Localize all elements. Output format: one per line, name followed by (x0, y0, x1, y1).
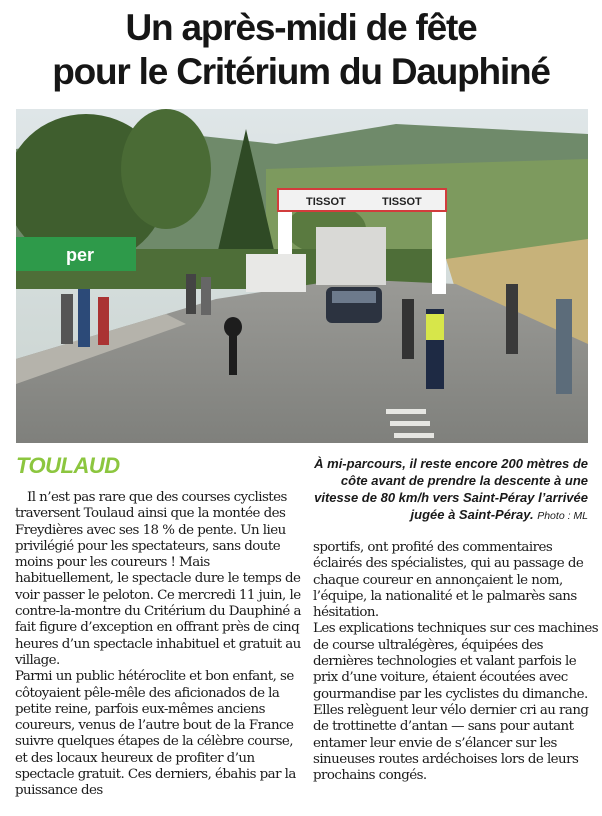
kicker-location: TOULAUD (16, 453, 120, 478)
article-column-1 (15, 490, 301, 800)
car-windshield (332, 291, 376, 303)
spectator (61, 294, 73, 344)
spectator (506, 284, 518, 354)
truck-left (246, 254, 306, 292)
spectator (556, 299, 572, 394)
paragraph: Il n’est pas rare que des courses cyclistes traversent Toulaud ainsi que la montée des Freydières avec ses 18 % de pente. Un lieu privilégié pour les spectateurs, sans doute moins pour les coureurs ! Mais habituellement, le spectacle dure le temps de voir passer le peloton. Ce mercredi 11 juin, le contre-la-montre du Critérium du Dauphiné a fait figure d’exception en offrant près de cinq heures d’un spectacle inhabituel et gratuit au village. (15, 490, 301, 668)
banner-text-left: TISSOT (306, 196, 346, 208)
spectator (98, 297, 109, 345)
spectator (78, 289, 90, 347)
hi-vis-vest (426, 314, 444, 340)
green-sign-text: per (66, 245, 95, 265)
photo-caption (300, 455, 588, 525)
article-column-2 (313, 540, 599, 784)
paragraph: Les explications techniques sur ces machines de course ultralégères, équipées des dernières technologies et valant parfois le prix d’une voiture, étaient écoutées avec gourmandise par les cyclistes du dimanche. Elles relèguent leur vélo dernier cri au rang de trottinette d’antan — sans pour autant entamer leur envie de s’élancer sur les sinueuses routes ardéchoises lors de leurs prochains congés. (313, 621, 599, 784)
banner-text-right: TISSOT (382, 196, 422, 208)
spectator (186, 274, 196, 314)
headline (0, 6, 602, 94)
cyclist-body (224, 317, 242, 337)
cyclist-bike (229, 335, 237, 375)
photo-illustration (16, 109, 588, 443)
tree-mid (121, 109, 211, 229)
paragraph: Parmi un public hétéroclite et bon enfant, se côtoyaient pêle-mêle des aficionados de la petite reine, parfois eux-mêmes anciens coureurs, venus de l’autre bout de la France suivre quelques étapes de la célèbre course, et des locaux heureux de profiter d’un spectacle gratuit. Ces derniers, ébahis par la puissance des (15, 669, 296, 799)
paragraph: sportifs, ont profité des commentaires éclairés des spécialistes, qui au passage de chaque coureur en annonçaient le nom, l’équipe, la nationalité et le palmarès sans hésitation. (313, 540, 584, 621)
truck-tv (316, 227, 386, 285)
spectator (201, 277, 211, 315)
photo-credit: Photo : ML (537, 510, 588, 522)
headline-line-1: Un après-midi de fête (125, 7, 477, 48)
headline-line-2: pour le Critérium du Dauphiné (52, 51, 550, 92)
spectator (402, 299, 414, 359)
article-photo (16, 109, 588, 443)
caption-text: À mi-parcours, il reste encore 200 mètres de côte avant de prendre la descente à une vitesse de 80 km/h vers Saint-Péray l’arrivée jugée à Saint-Péray. (314, 456, 588, 522)
